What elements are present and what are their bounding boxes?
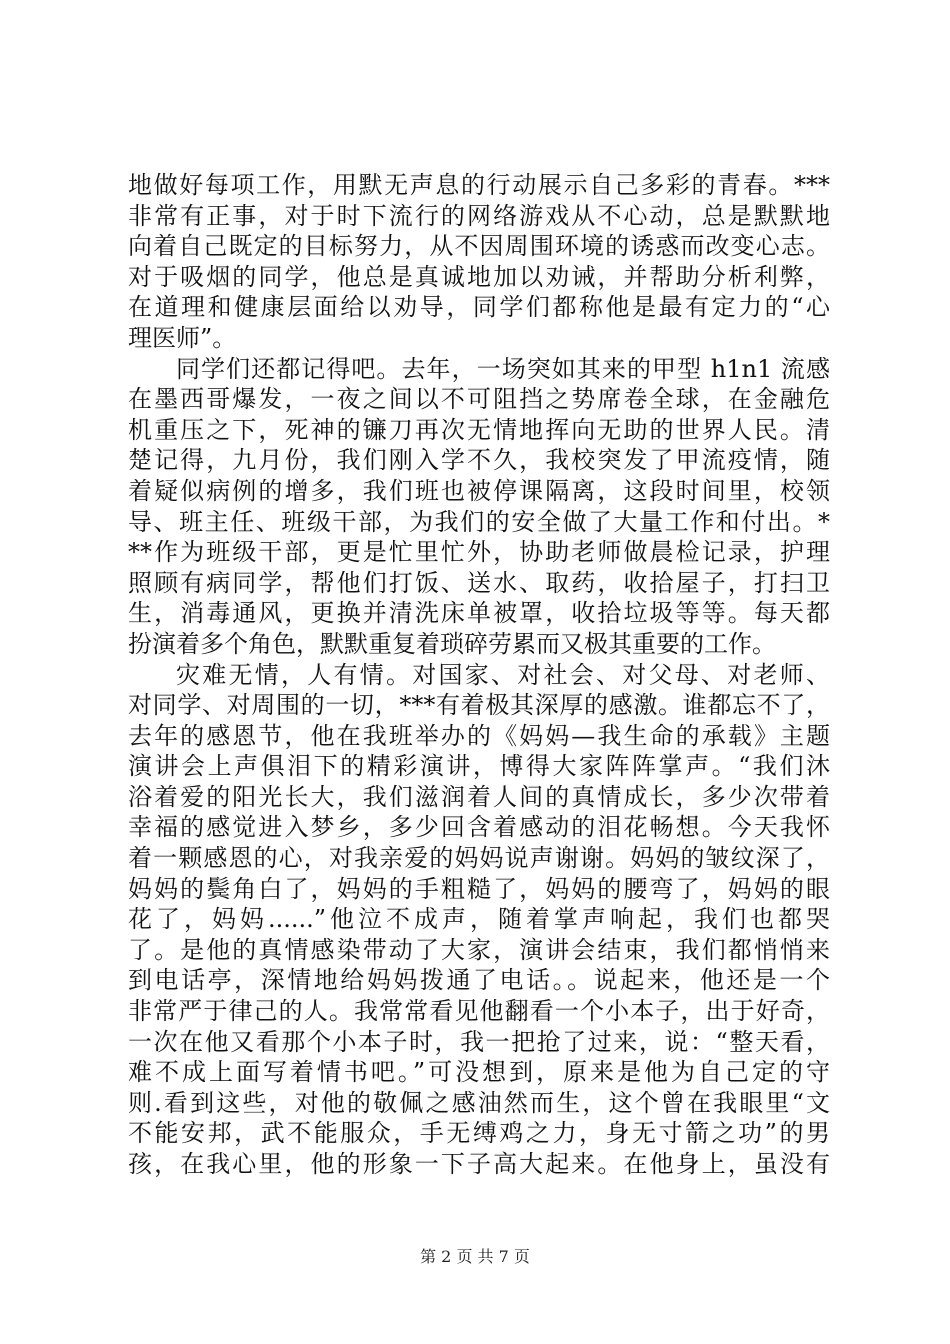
text-line: 去年的感恩节，他在我班举办的《妈妈—我生命的承载》主题 <box>128 721 830 750</box>
text-line: 着一颗感恩的心，对我亲爱的妈妈说声谢谢。妈妈的皱纹深了， <box>128 844 830 873</box>
text-line: 孩，在我心里，他的形象一下子高大起来。在他身上，虽没有 <box>128 1150 830 1178</box>
text-line: 对同学、对周围的一切，***有着极其深厚的感激。谁都忘不了， <box>128 691 830 720</box>
text-line: 了。是他的真情感染带动了大家，演讲会结束，我们都悄悄来 <box>128 935 830 964</box>
text-line: 在墨西哥爆发，一夜之间以不可阻挡之势席卷全球，在金融危 <box>128 385 830 414</box>
text-line: 理医师”。 <box>128 323 237 352</box>
text-line: 扮演着多个角色，默默重复着琐碎劳累而又极其重要的工作。 <box>128 629 776 658</box>
text-line: 到电话亭，深情地给妈妈拨通了电话。。说起来，他还是一个 <box>128 966 830 995</box>
body-text <box>128 170 830 1180</box>
text-line: 照顾有病同学，帮他们打饭、送水、取药，收拾屋子，打扫卫 <box>128 568 830 597</box>
text-line: 生，消毒通风，更换并清洗床单被罩，收拾垃圾等等。每天都 <box>128 599 830 628</box>
text-line: 向着自己既定的目标努力，从不因周围环境的诱惑而改变心志。 <box>128 232 830 261</box>
text-line: 则.看到这些，对他的敬佩之感油然而生，这个曾在我眼里“文 <box>128 1088 830 1117</box>
text-line: 机重压之下，死神的镰刀再次无情地挥向无助的世界人民。清 <box>128 415 830 444</box>
text-line: 楚记得，九月份，我们刚入学不久，我校突发了甲流疫情，随 <box>128 446 830 475</box>
text-line: 非常严于律己的人。我常常看见他翻看一个小本子，出于好奇， <box>128 997 830 1026</box>
text-line: 演讲会上声俱泪下的精彩演讲，博得大家阵阵掌声。“我们沐 <box>128 752 830 781</box>
text-line: 花了，妈妈......”他泣不成声，随着掌声响起，我们也都哭 <box>128 905 830 934</box>
text-line: 一次在他又看那个小本子时，我一把抢了过来，说：“整天看， <box>128 1027 830 1056</box>
text-line: 浴着爱的阳光长大，我们滋润着人间的真情成长，多少次带着 <box>128 782 830 811</box>
text-line: 妈妈的鬓角白了，妈妈的手粗糙了，妈妈的腰弯了，妈妈的眼 <box>128 874 830 903</box>
text-line: 不能安邦，武不能服众，手无缚鸡之力，身无寸箭之功”的男 <box>128 1119 830 1148</box>
text-line: 导、班主任、班级干部，为我们的安全做了大量工作和付出。* <box>128 507 830 536</box>
text-line: 地做好每项工作，用默无声息的行动展示自己多彩的青春。*** <box>128 171 830 199</box>
text-line: 灾难无情，人有情。对国家、对社会、对父母、对老师、 <box>176 660 830 689</box>
text-line: **作为班级干部，更是忙里忙外，协助老师做晨检记录，护理 <box>128 538 830 567</box>
page-footer: 第 2 页 共 7 页 <box>420 1247 530 1266</box>
text-line: 同学们还都记得吧。去年，一场突如其来的甲型 h1n1 流感 <box>176 354 830 383</box>
text-line: 难不成上面写着情书吧。”可没想到，原来是他为自己定的守 <box>128 1058 830 1087</box>
text-line: 着疑似病例的增多，我们班也被停课隔离，这段时间里，校领 <box>128 476 830 505</box>
text-line: 非常有正事，对于时下流行的网络游戏从不心动，总是默默地 <box>128 201 830 230</box>
text-line: 幸福的感觉进入梦乡，多少回含着感动的泪花畅想。今天我怀 <box>128 813 830 842</box>
text-line: 对于吸烟的同学，他总是真诚地加以劝诫，并帮助分析利弊， <box>128 262 830 291</box>
text-line: 在道理和健康层面给以劝导，同学们都称他是最有定力的“心 <box>128 293 830 322</box>
